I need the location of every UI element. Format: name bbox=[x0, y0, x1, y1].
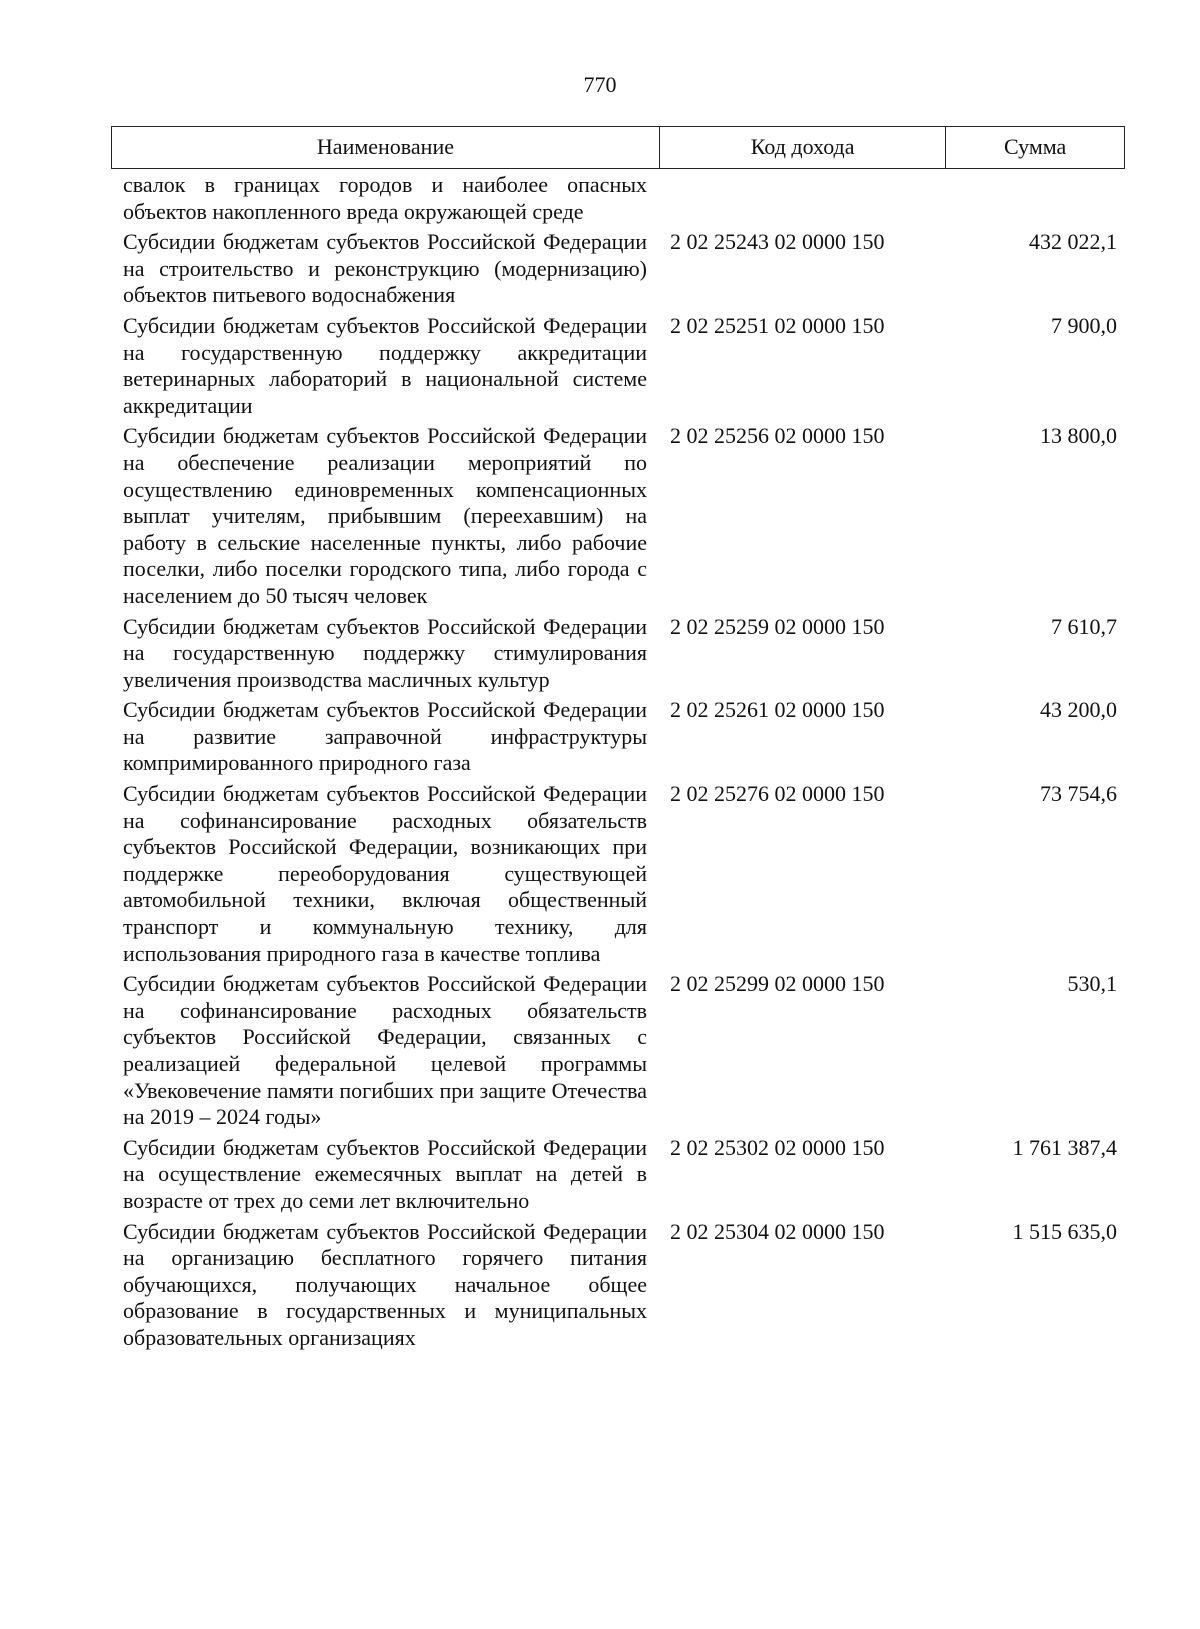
row-sum: 7 610,7 bbox=[1051, 613, 1117, 639]
row-sum: 43 200,0 bbox=[1040, 697, 1117, 723]
row-sum: 7 900,0 bbox=[1051, 312, 1117, 338]
row-sum: 1 515 635,0 bbox=[1012, 1218, 1117, 1244]
row-code: 2 02 25276 02 0000 150 bbox=[670, 781, 885, 807]
row-code: 2 02 25259 02 0000 150 bbox=[670, 613, 885, 639]
row-sum: 13 800,0 bbox=[1040, 423, 1117, 449]
row-name: Субсидии бюджетам субъектов Российской Федерации на осуществление ежемесячных выплат на детей в возрасте от трех до семи лет включительно bbox=[123, 1134, 647, 1213]
row-code: 2 02 25302 02 0000 150 bbox=[670, 1134, 885, 1160]
page-number: 770 bbox=[583, 72, 617, 97]
table-row bbox=[123, 172, 1117, 225]
table-row bbox=[123, 1135, 1117, 1215]
row-code: 2 02 25304 02 0000 150 bbox=[670, 1218, 885, 1244]
table-row bbox=[123, 781, 1117, 967]
row-name: Субсидии бюджетам субъектов Российской Федерации на развитие заправочной инфраструктуры компримированного природного газа bbox=[123, 697, 647, 776]
row-name: Субсидии бюджетам субъектов Российской Федерации на софинансирование расходных обязательств субъектов Российской Федерации, возникающих при поддержке переоборудования существующей автомобильной техники, включая общественный транспорт и коммунальную технику, для использования природного газа в качестве топлива bbox=[123, 781, 647, 966]
row-sum: 530,1 bbox=[1067, 971, 1117, 997]
table-row bbox=[123, 1219, 1117, 1352]
row-name: Субсидии бюджетам субъектов Российской Федерации на государственную поддержку аккредитации ветеринарных лабораторий в национальной системе аккредитации bbox=[123, 312, 647, 418]
table-row bbox=[123, 313, 1117, 419]
row-code: 2 02 25261 02 0000 150 bbox=[670, 697, 885, 723]
row-name: свалок в границах городов и наиболее опасных объектов накопленного вреда окружающей среде bbox=[123, 172, 647, 224]
table-row bbox=[123, 697, 1117, 777]
column-header-name: Наименование bbox=[112, 127, 660, 168]
column-header-sum: Сумма bbox=[1004, 134, 1067, 159]
table-row bbox=[123, 614, 1117, 694]
row-sum: 1 761 387,4 bbox=[1012, 1134, 1117, 1160]
row-sum: 432 022,1 bbox=[1029, 229, 1117, 255]
table-row bbox=[123, 423, 1117, 609]
row-code: 2 02 25256 02 0000 150 bbox=[670, 423, 885, 449]
column-header-code: Код дохода bbox=[660, 127, 946, 168]
row-code: 2 02 25243 02 0000 150 bbox=[670, 229, 885, 255]
row-sum: 73 754,6 bbox=[1040, 781, 1117, 807]
table-body bbox=[123, 172, 1117, 1356]
row-name: Субсидии бюджетам субъектов Российской Федерации на строительство и реконструкцию (модернизацию) объектов питьевого водоснабжения bbox=[123, 229, 647, 308]
row-name: Субсидии бюджетам субъектов Российской Федерации на государственную поддержку стимулирования увеличения производства масличных культур bbox=[123, 613, 647, 692]
row-name: Субсидии бюджетам субъектов Российской Федерации на софинансирование расходных обязательств субъектов Российской Федерации, связанных с реализацией федеральной целевой программы «Увековечение памяти погибших при защите Отечества на 2019 – 2024 годы» bbox=[123, 971, 647, 1130]
table-header bbox=[111, 126, 1125, 169]
table-row bbox=[123, 971, 1117, 1131]
row-code: 2 02 25299 02 0000 150 bbox=[670, 971, 885, 997]
table-row bbox=[123, 229, 1117, 309]
row-name: Субсидии бюджетам субъектов Российской Федерации на обеспечение реализации мероприятий по осуществлению единовременных компенсационных выплат учителям, прибывшим (переехавшим) на работу в сельские населенные пункты, либо рабочие поселки, либо поселки городского типа, либо города с населением до 50 тысяч человек bbox=[123, 423, 647, 608]
row-code: 2 02 25251 02 0000 150 bbox=[670, 312, 885, 338]
row-name: Субсидии бюджетам субъектов Российской Федерации на организацию бесплатного горячего питания обучающихся, получающих начальное общее образование в государственных и муниципальных образовательных организациях bbox=[123, 1218, 647, 1350]
